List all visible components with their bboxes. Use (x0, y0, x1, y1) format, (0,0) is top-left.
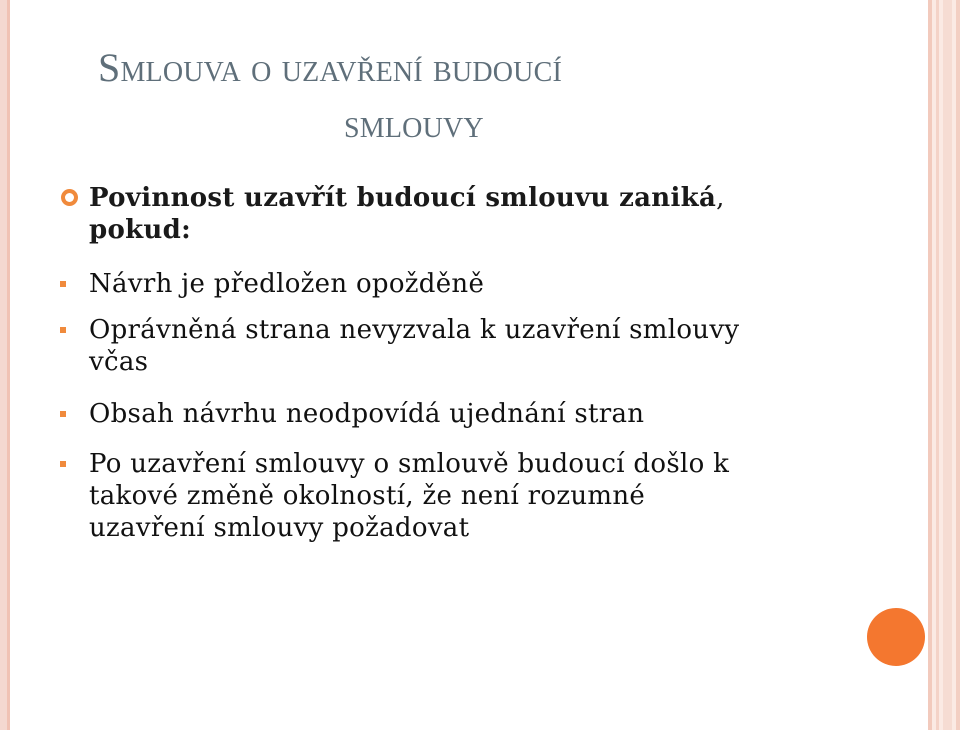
lead-line-2: pokud: (89, 215, 192, 245)
list-item-line-1: Obsah návrhu neodpovídá ujednání stran (89, 399, 645, 429)
square-bullet-icon (60, 411, 66, 417)
lead-comma: , (716, 183, 725, 213)
square-bullet-icon (60, 281, 66, 287)
list-item-line-3: uzavření smlouvy požadovat (89, 513, 470, 543)
lead-text (89, 182, 869, 246)
circle-bullet-icon (61, 189, 78, 206)
list-item-text (89, 268, 869, 300)
orange-circle-decoration (867, 608, 925, 666)
slide-title-line-2: smlouvy (344, 101, 484, 146)
slide-title-line-1: Smlouva o uzavření budoucí (98, 45, 562, 90)
list-item-line-2: takové změně okolností, že není rozumné (89, 481, 646, 511)
list-item-line-1: Po uzavření smlouvy o smlouvě budoucí došlo k (89, 449, 730, 479)
list-item-line-1: Oprávněná strana nevyzvala k uzavření smlouvy (89, 315, 740, 345)
list-item-text (89, 448, 869, 544)
square-bullet-icon (60, 327, 66, 333)
square-bullet-icon (60, 461, 66, 467)
list-item-text (89, 398, 869, 430)
list-item-text (89, 314, 869, 378)
list-item-line-2: včas (89, 347, 149, 377)
list-item-line-1: Návrh je předložen opožděně (89, 269, 485, 299)
lead-line-1: Povinnost uzavřít budoucí smlouvu zaniká (89, 183, 717, 213)
